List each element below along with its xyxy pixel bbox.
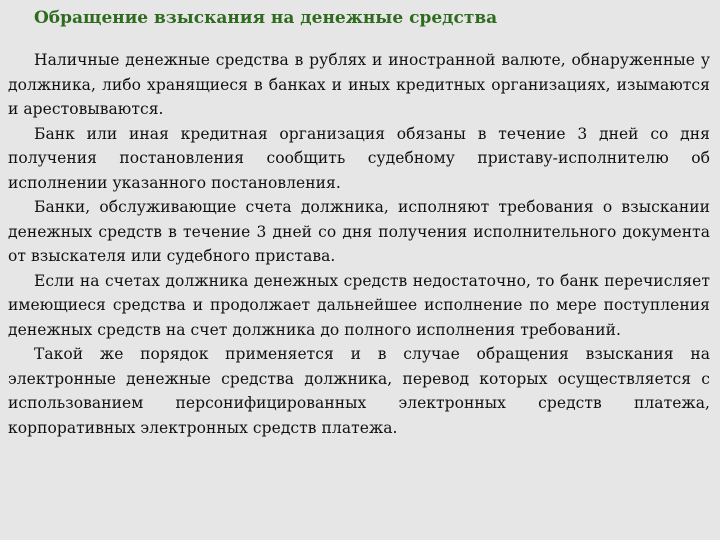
slide-title: Обращение взыскания на денежные средства <box>34 8 498 28</box>
paragraph-insufficient-funds: Если на счетах должника денежных средств недостаточно, то банк перечисляет имеющиеся средства и продолжает дальнейшее исполнение по мере поступления денежных средств на счет должника до полного исполнения требований. <box>8 271 710 339</box>
paragraph-bank-execution: Банки, обслуживающие счета должника, исполняют требования о взыскании денежных средств в течение 3 дней со дня получения исполнительного документа от взыскателя или судебного пристава. <box>8 198 710 265</box>
paragraph-bank-notification: Банк или иная кредитная организация обязаны в течение 3 дней со дня получения постановления сообщить судебному приставу-исполнителю об исполнении указанного постановления. <box>8 124 710 192</box>
paragraph-cash-seizure: Наличные денежные средства в рублях и иностранной валюте, обнаруженные у должника, либо хранящиеся в банках и иных кредитных организациях, изымаются и арестовываются. <box>8 51 710 118</box>
slide-body <box>8 48 710 440</box>
paragraph-electronic-funds: Такой же порядок применяется и в случае обращения взыскания на электронные денежные средства должника, перевод которых осуществляется с использованием персонифицированных электронных средств платежа, корпоративных электронных средств платежа. <box>8 345 710 437</box>
